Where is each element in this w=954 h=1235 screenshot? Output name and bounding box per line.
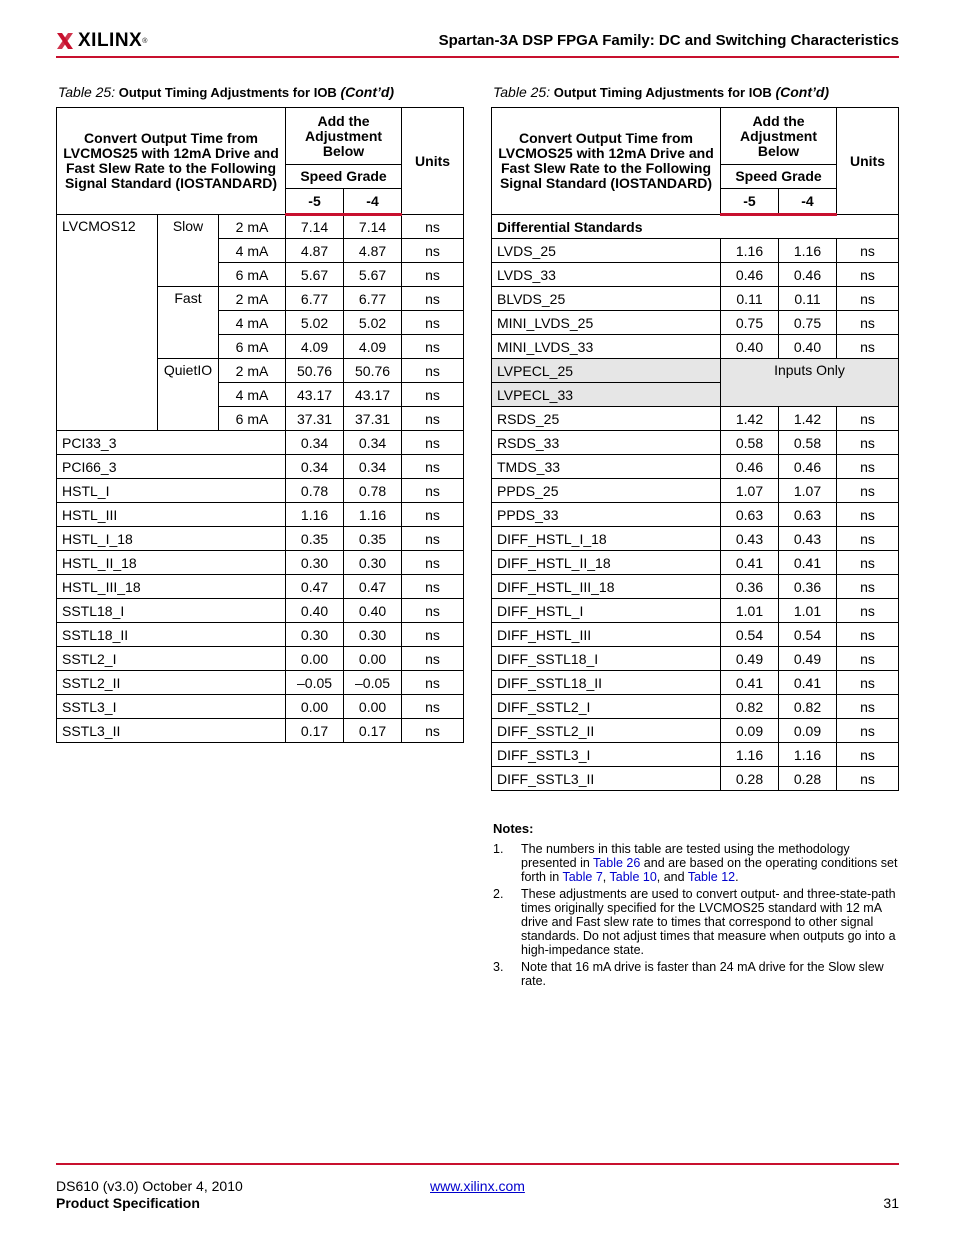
- table-row: [492, 311, 899, 335]
- cell-standard: LVDS_25: [492, 239, 721, 263]
- cell-drive: 2 mA: [219, 287, 286, 311]
- header-speed-grade: Speed Grade: [286, 165, 402, 189]
- cell-grade4: 0.36: [779, 575, 837, 599]
- cell-grade5: 0.41: [721, 551, 779, 575]
- right-timing-table: [491, 107, 899, 791]
- table-row: [57, 575, 464, 599]
- table-row: [492, 623, 899, 647]
- cell-grade5: 5.67: [286, 263, 344, 287]
- table-notes: [493, 822, 898, 991]
- cell-standard: PPDS_33: [492, 503, 721, 527]
- cell-units: ns: [837, 575, 899, 599]
- cell-grade5: 0.46: [721, 455, 779, 479]
- table-row: [492, 575, 899, 599]
- cell-standard: DIFF_HSTL_I: [492, 599, 721, 623]
- cell-units: ns: [402, 263, 464, 287]
- caption-label: Table 25:: [58, 84, 116, 100]
- cell-grade5: 0.40: [721, 335, 779, 359]
- cell-standard: SSTL18_I: [57, 599, 286, 623]
- cell-grade4: 1.07: [779, 479, 837, 503]
- cell-standard: RSDS_33: [492, 431, 721, 455]
- cell-units: ns: [837, 335, 899, 359]
- cell-grade5: 1.01: [721, 599, 779, 623]
- table-row: [57, 503, 464, 527]
- cell-units: ns: [402, 431, 464, 455]
- cell-grade5: 0.28: [721, 767, 779, 791]
- cell-grade4: 50.76: [344, 359, 402, 383]
- cell-units: ns: [837, 695, 899, 719]
- footer-document-id: DS610 (v3.0) October 4, 2010: [56, 1178, 243, 1194]
- cell-standard: HSTL_I: [57, 479, 286, 503]
- cell-standard: DIFF_SSTL2_I: [492, 695, 721, 719]
- table-row: [57, 431, 464, 455]
- cell-grade4: 4.09: [344, 335, 402, 359]
- cell-grade4: 4.87: [344, 239, 402, 263]
- cell-units: ns: [402, 287, 464, 311]
- cell-grade5: 0.41: [721, 671, 779, 695]
- cell-grade5: 0.09: [721, 719, 779, 743]
- cell-grade5: 0.34: [286, 431, 344, 455]
- note-text-part: ,: [602, 870, 610, 884]
- cell-grade4: 5.67: [344, 263, 402, 287]
- cell-grade4: 0.30: [344, 623, 402, 647]
- table-row: [57, 599, 464, 623]
- cell-standard: DIFF_HSTL_II_18: [492, 551, 721, 575]
- cell-grade4: 0.40: [779, 335, 837, 359]
- cell-grade4: 0.49: [779, 647, 837, 671]
- cell-grade5: 1.42: [721, 407, 779, 431]
- cell-drive: 2 mA: [219, 215, 286, 239]
- header-add-adjustment: Add the Adjustment Below: [286, 108, 402, 165]
- cell-grade5: 37.31: [286, 407, 344, 431]
- header-add-adjustment: Add the Adjustment Below: [721, 108, 837, 165]
- cell-drive: 6 mA: [219, 263, 286, 287]
- cell-grade4: 7.14: [344, 215, 402, 239]
- note-text-part: The numbers in this table are tested using the methodology presented in: [521, 842, 850, 870]
- cell-grade5: 6.77: [286, 287, 344, 311]
- page-header: [56, 26, 899, 58]
- cell-grade5: 0.43: [721, 527, 779, 551]
- cell-grade4: 0.54: [779, 623, 837, 647]
- cell-standard: SSTL2_I: [57, 647, 286, 671]
- cell-drive: 6 mA: [219, 335, 286, 359]
- cell-standard: DIFF_SSTL18_II: [492, 671, 721, 695]
- cell-grade4: 0.75: [779, 311, 837, 335]
- cell-grade4: 0.00: [344, 695, 402, 719]
- header-speed-grade: Speed Grade: [721, 165, 837, 189]
- header-grade-5: -5: [286, 189, 344, 215]
- table-row: [57, 479, 464, 503]
- cell-grade5: 5.02: [286, 311, 344, 335]
- cell-grade5: 0.75: [721, 311, 779, 335]
- note-text: Note that 16 mA drive is faster than 24 mA drive for the Slow slew rate.: [521, 960, 884, 988]
- cell-units: ns: [837, 647, 899, 671]
- cell-units: ns: [402, 239, 464, 263]
- cell-grade4: 1.16: [344, 503, 402, 527]
- cell-units: ns: [837, 743, 899, 767]
- cell-drive: 6 mA: [219, 407, 286, 431]
- cell-units: ns: [402, 575, 464, 599]
- cell-grade4: 0.35: [344, 527, 402, 551]
- cell-grade4: 0.34: [344, 431, 402, 455]
- cell-drive: 2 mA: [219, 359, 286, 383]
- cell-standard: DIFF_SSTL18_I: [492, 647, 721, 671]
- cell-lvcmos12: LVCMOS12: [57, 215, 158, 431]
- xilinx-logo: [56, 30, 147, 52]
- cell-grade4: 0.28: [779, 767, 837, 791]
- cell-slow: Slow: [158, 215, 219, 287]
- table-row: [492, 719, 899, 743]
- table-row: [57, 527, 464, 551]
- table-row: [492, 287, 899, 311]
- logo-trademark: ®: [142, 37, 148, 45]
- cell-units: ns: [837, 311, 899, 335]
- note-text-part: , and: [656, 870, 688, 884]
- table-row: [57, 551, 464, 575]
- right-table-caption: [493, 84, 829, 100]
- cell-grade4: 0.43: [779, 527, 837, 551]
- page-footer: [56, 1163, 899, 1211]
- cell-units: ns: [402, 503, 464, 527]
- page-number: 31: [883, 1195, 899, 1211]
- note-1: [493, 842, 898, 884]
- header-units: Units: [402, 108, 464, 215]
- cell-units: ns: [402, 551, 464, 575]
- cell-units: ns: [402, 647, 464, 671]
- cell-units: ns: [837, 671, 899, 695]
- caption-label: Table 25:: [493, 84, 551, 100]
- note-number: 2.: [493, 887, 504, 901]
- cell-units: ns: [402, 359, 464, 383]
- header-grade-5: -5: [721, 189, 779, 215]
- cell-standard: DIFF_SSTL3_II: [492, 767, 721, 791]
- table-row: [492, 695, 899, 719]
- cell-standard: SSTL2_II: [57, 671, 286, 695]
- left-table-caption: [58, 84, 394, 100]
- cell-units: ns: [402, 671, 464, 695]
- cell-units: ns: [402, 335, 464, 359]
- cell-grade4: 37.31: [344, 407, 402, 431]
- header-units: Units: [837, 108, 899, 215]
- cell-units: ns: [837, 431, 899, 455]
- cell-grade4: 0.58: [779, 431, 837, 455]
- note-3: [493, 960, 898, 988]
- cell-grade4: 1.01: [779, 599, 837, 623]
- cell-grade4: 5.02: [344, 311, 402, 335]
- table-row: [492, 503, 899, 527]
- table-row: [492, 479, 899, 503]
- cell-units: ns: [402, 623, 464, 647]
- cell-units: ns: [837, 287, 899, 311]
- link-table-12[interactable]: Table 12: [687, 870, 736, 884]
- footer-product-spec: Product Specification: [56, 1195, 200, 1211]
- left-timing-table: [56, 107, 464, 743]
- cell-grade4: 1.16: [779, 239, 837, 263]
- cell-drive: 4 mA: [219, 311, 286, 335]
- cell-grade4: 0.17: [344, 719, 402, 743]
- header-convert: Convert Output Time from LVCMOS25 with 12mA Drive and Fast Slew Rate to the Following Signal Standard (IOSTANDARD): [57, 108, 286, 215]
- cell-grade5: 0.30: [286, 623, 344, 647]
- cell-units: ns: [402, 719, 464, 743]
- cell-standard: SSTL3_II: [57, 719, 286, 743]
- link-table-10[interactable]: Table 10: [609, 870, 657, 884]
- cell-standard: BLVDS_25: [492, 287, 721, 311]
- table-row: [57, 695, 464, 719]
- cell-grade5: 0.54: [721, 623, 779, 647]
- table-row: [57, 647, 464, 671]
- cell-standard: HSTL_I_18: [57, 527, 286, 551]
- notes-title: Notes:: [493, 821, 534, 836]
- table-row: [57, 623, 464, 647]
- note-text: [521, 842, 898, 884]
- cell-grade4: 43.17: [344, 383, 402, 407]
- cell-standard: PCI33_3: [57, 431, 286, 455]
- footer-website-link[interactable]: www.xilinx.com: [430, 1178, 525, 1194]
- note-text-part: and are based on the operating conditions set forth in: [521, 856, 898, 884]
- cell-standard: SSTL3_I: [57, 695, 286, 719]
- cell-units: ns: [837, 527, 899, 551]
- note-text-part: .: [735, 870, 739, 884]
- table-row: [492, 431, 899, 455]
- table-row: [492, 335, 899, 359]
- cell-standard: MINI_LVDS_33: [492, 335, 721, 359]
- table-row: [492, 551, 899, 575]
- cell-units: ns: [402, 695, 464, 719]
- cell-standard: RSDS_25: [492, 407, 721, 431]
- xilinx-logo-icon: [56, 32, 74, 50]
- cell-grade5: 1.16: [721, 743, 779, 767]
- note-text: These adjustments are used to convert output- and three-state-path times originally specified for the LVCMOS25 standard with 12 mA drive and Fast slew rate to times that correspond to other signal standards. Do not adjust times that measure when outputs go into a high-impedance state.: [521, 887, 896, 957]
- cell-grade5: 0.30: [286, 551, 344, 575]
- cell-grade5: 0.35: [286, 527, 344, 551]
- cell-standard: LVDS_33: [492, 263, 721, 287]
- cell-grade4: –0.05: [344, 671, 402, 695]
- caption-text: Output Timing Adjustments for IOB: [553, 85, 772, 100]
- cell-standard: DIFF_HSTL_III: [492, 623, 721, 647]
- cell-units: ns: [402, 527, 464, 551]
- table-row: [57, 455, 464, 479]
- cell-units: ns: [402, 311, 464, 335]
- table-row: [492, 239, 899, 263]
- cell-grade4: 0.11: [779, 287, 837, 311]
- cell-units: ns: [837, 599, 899, 623]
- cell-standard: PCI66_3: [57, 455, 286, 479]
- cell-grade4: 0.47: [344, 575, 402, 599]
- cell-standard: HSTL_II_18: [57, 551, 286, 575]
- cell-grade5: 1.16: [721, 239, 779, 263]
- cell-grade4: 0.46: [779, 263, 837, 287]
- cell-grade4: 1.42: [779, 407, 837, 431]
- caption-text: Output Timing Adjustments for IOB: [118, 85, 337, 100]
- cell-grade5: 7.14: [286, 215, 344, 239]
- link-table-7[interactable]: Table 7: [562, 870, 603, 884]
- cell-grade5: –0.05: [286, 671, 344, 695]
- cell-units: ns: [837, 455, 899, 479]
- cell-units: ns: [402, 383, 464, 407]
- cell-units: ns: [402, 455, 464, 479]
- logo-text: XILINX: [78, 30, 143, 51]
- cell-grade4: 0.63: [779, 503, 837, 527]
- cell-grade5: 0.46: [721, 263, 779, 287]
- note-2: [493, 887, 898, 957]
- caption-cont: (Cont’d): [775, 84, 830, 100]
- cell-grade4: 0.09: [779, 719, 837, 743]
- cell-grade5: 0.17: [286, 719, 344, 743]
- table-row: [57, 719, 464, 743]
- cell-grade4: 0.41: [779, 551, 837, 575]
- cell-grade4: 0.82: [779, 695, 837, 719]
- cell-standard: LVPECL_33: [492, 383, 721, 407]
- cell-grade5: 0.58: [721, 431, 779, 455]
- link-table-26[interactable]: Table 26: [593, 856, 641, 870]
- cell-units: ns: [837, 239, 899, 263]
- cell-grade5: 0.78: [286, 479, 344, 503]
- cell-units: ns: [837, 503, 899, 527]
- cell-standard: MINI_LVDS_25: [492, 311, 721, 335]
- cell-grade5: 0.34: [286, 455, 344, 479]
- cell-drive: 4 mA: [219, 383, 286, 407]
- table-row: [492, 767, 899, 791]
- cell-units: ns: [837, 407, 899, 431]
- cell-grade5: 0.11: [721, 287, 779, 311]
- cell-units: ns: [837, 479, 899, 503]
- cell-units: ns: [837, 767, 899, 791]
- document-title: Spartan-3A DSP FPGA Family: DC and Switching Characteristics: [438, 32, 899, 49]
- cell-units: ns: [837, 623, 899, 647]
- cell-units: ns: [402, 599, 464, 623]
- cell-standard: DIFF_HSTL_III_18: [492, 575, 721, 599]
- cell-grade4: 0.78: [344, 479, 402, 503]
- cell-standard: LVPECL_25: [492, 359, 721, 383]
- table-row: [492, 647, 899, 671]
- note-number: 3.: [493, 960, 504, 974]
- cell-standard: DIFF_SSTL2_II: [492, 719, 721, 743]
- cell-grade5: 0.00: [286, 695, 344, 719]
- header-grade-4: -4: [344, 189, 402, 215]
- cell-grade4: 1.16: [779, 743, 837, 767]
- cell-units: ns: [402, 215, 464, 239]
- table-row: [492, 359, 899, 383]
- cell-inputs-only: Inputs Only: [721, 359, 899, 407]
- cell-grade5: 4.09: [286, 335, 344, 359]
- table-row: [492, 263, 899, 287]
- cell-units: ns: [837, 551, 899, 575]
- table-row: [492, 455, 899, 479]
- cell-grade4: 6.77: [344, 287, 402, 311]
- table-row: [57, 671, 464, 695]
- header-grade-4: -4: [779, 189, 837, 215]
- table-row: [492, 671, 899, 695]
- cell-units: ns: [837, 263, 899, 287]
- cell-grade4: 0.46: [779, 455, 837, 479]
- table-row: [492, 599, 899, 623]
- cell-grade5: 50.76: [286, 359, 344, 383]
- cell-grade5: 0.49: [721, 647, 779, 671]
- cell-standard: SSTL18_II: [57, 623, 286, 647]
- cell-standard: HSTL_III_18: [57, 575, 286, 599]
- cell-grade4: 0.40: [344, 599, 402, 623]
- cell-standard: TMDS_33: [492, 455, 721, 479]
- cell-units: ns: [837, 719, 899, 743]
- cell-fast: Fast: [158, 287, 219, 359]
- cell-grade4: 0.00: [344, 647, 402, 671]
- cell-drive: 4 mA: [219, 239, 286, 263]
- cell-grade5: 0.82: [721, 695, 779, 719]
- header-convert: Convert Output Time from LVCMOS25 with 12mA Drive and Fast Slew Rate to the Following Signal Standard (IOSTANDARD): [492, 108, 721, 215]
- table-row: [492, 743, 899, 767]
- cell-grade5: 4.87: [286, 239, 344, 263]
- cell-units: ns: [402, 407, 464, 431]
- cell-standard: HSTL_III: [57, 503, 286, 527]
- cell-standard: DIFF_HSTL_I_18: [492, 527, 721, 551]
- cell-quietio: QuietIO: [158, 359, 219, 431]
- cell-grade4: 0.30: [344, 551, 402, 575]
- cell-grade5: 43.17: [286, 383, 344, 407]
- cell-standard: DIFF_SSTL3_I: [492, 743, 721, 767]
- section-differential-standards: Differential Standards: [492, 215, 899, 239]
- cell-standard: PPDS_25: [492, 479, 721, 503]
- cell-units: ns: [402, 479, 464, 503]
- caption-cont: (Cont’d): [340, 84, 395, 100]
- note-number: 1.: [493, 842, 504, 856]
- cell-grade5: 0.00: [286, 647, 344, 671]
- cell-grade4: 0.34: [344, 455, 402, 479]
- cell-grade4: 0.41: [779, 671, 837, 695]
- cell-grade5: 0.63: [721, 503, 779, 527]
- table-row: [492, 527, 899, 551]
- cell-grade5: 1.16: [286, 503, 344, 527]
- table-row: [492, 407, 899, 431]
- cell-grade5: 0.36: [721, 575, 779, 599]
- cell-grade5: 1.07: [721, 479, 779, 503]
- cell-grade5: 0.40: [286, 599, 344, 623]
- cell-grade5: 0.47: [286, 575, 344, 599]
